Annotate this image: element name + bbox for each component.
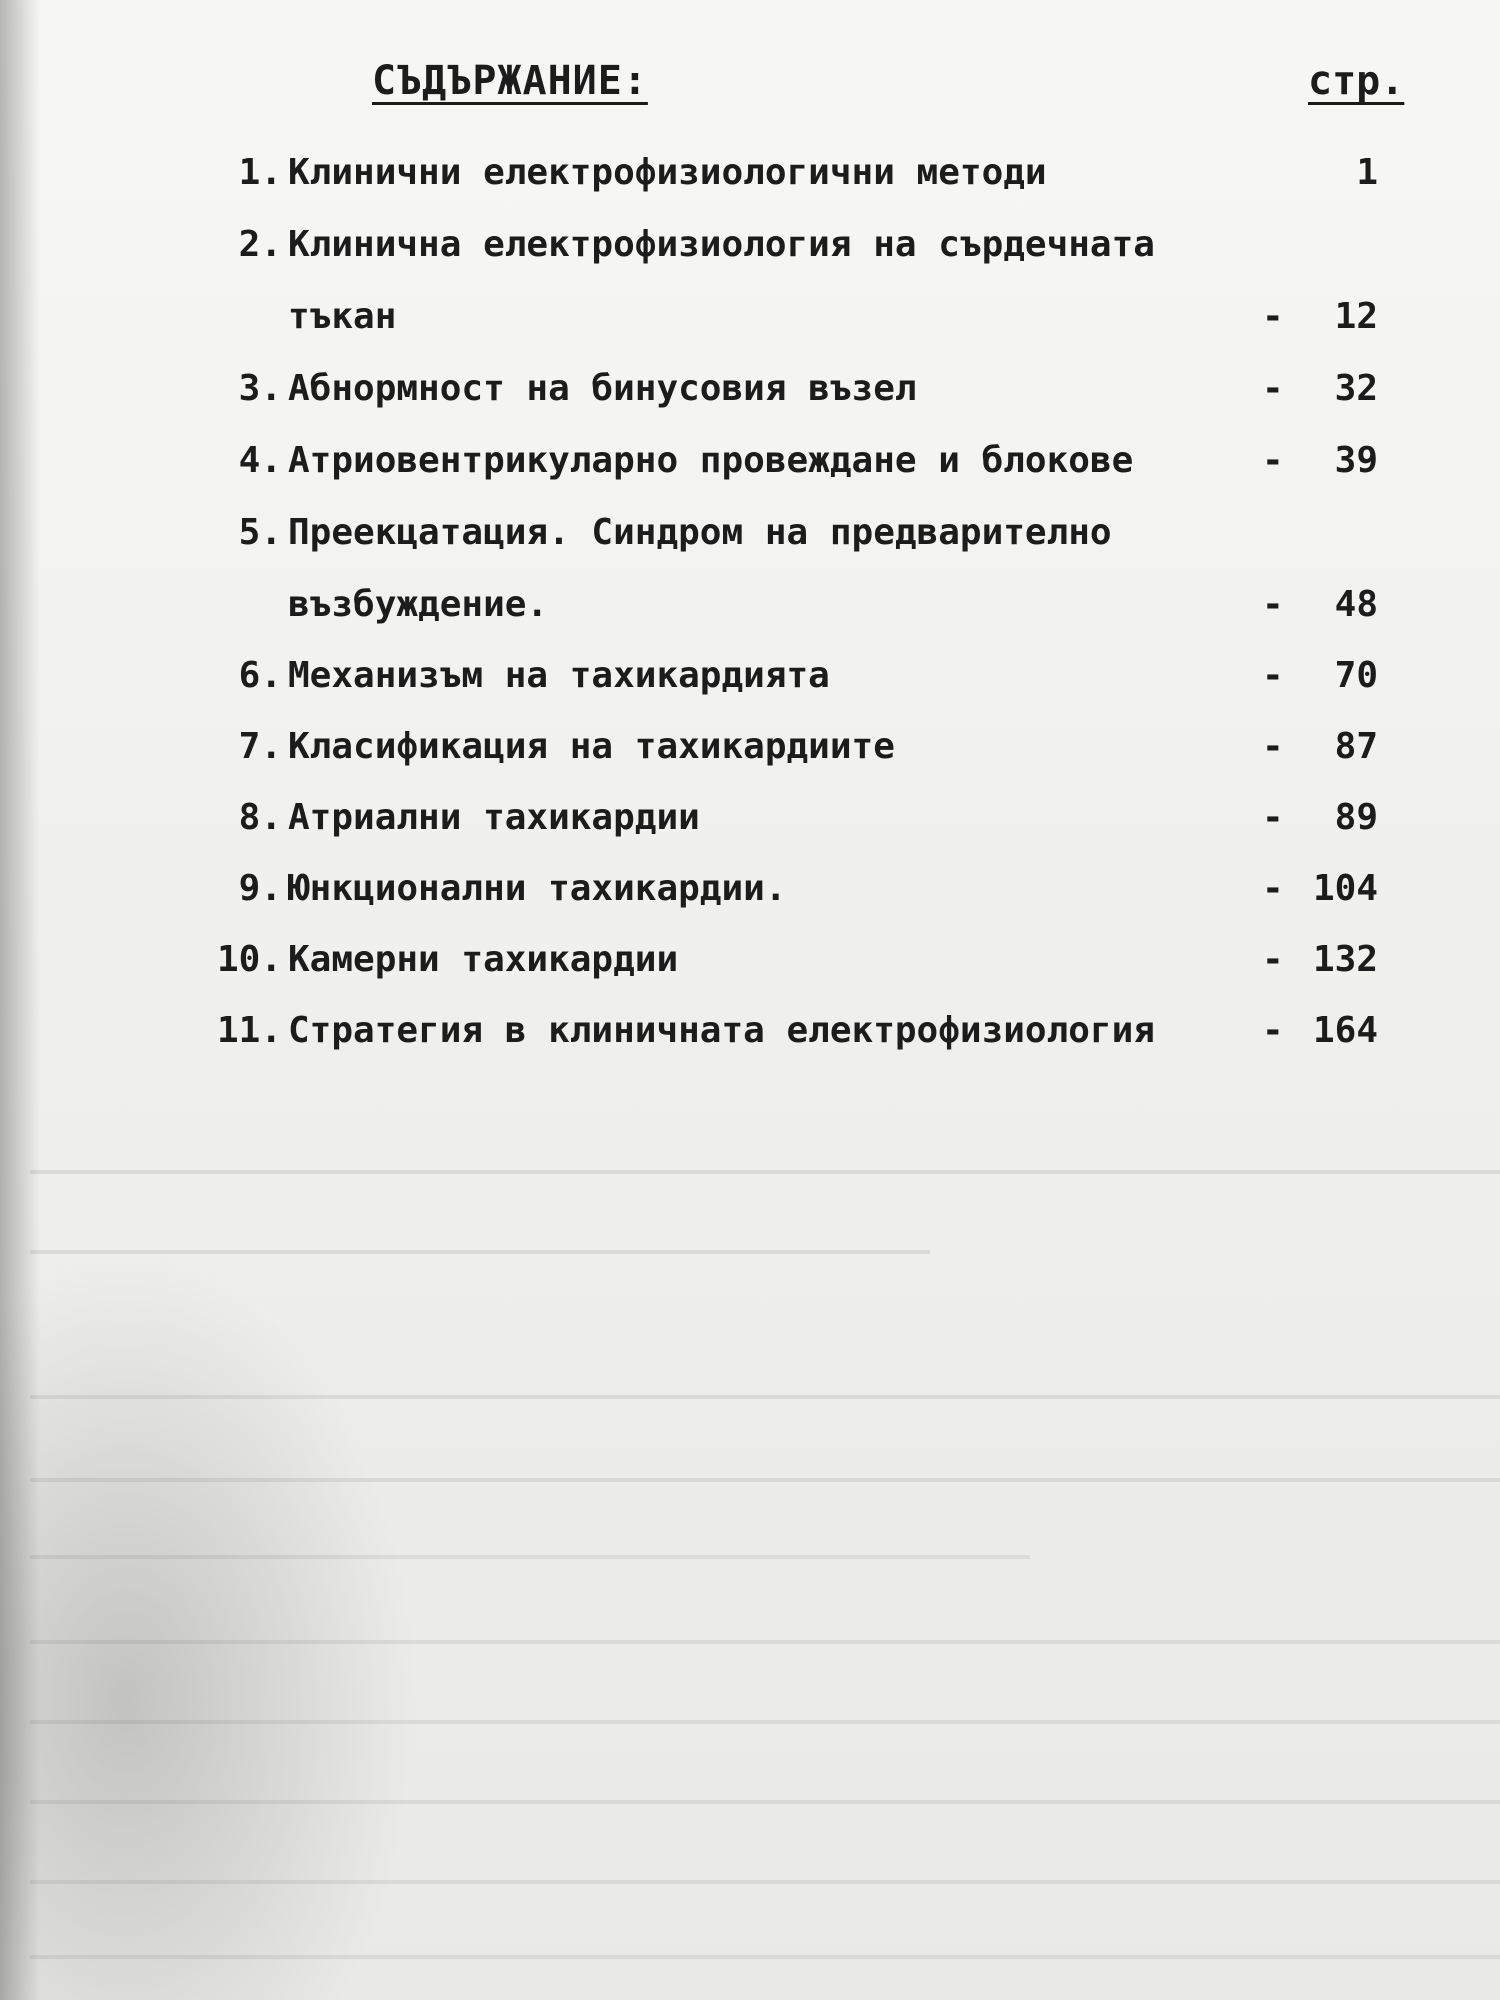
entry-page: 32	[1334, 368, 1378, 409]
entry-title: възбуждение.	[288, 584, 549, 625]
entry-number: 4.	[238, 440, 282, 481]
toc-entry	[0, 797, 1500, 853]
toc-entry	[0, 152, 1500, 208]
toc-entry	[0, 868, 1500, 924]
entry-dash: -	[1262, 1010, 1284, 1051]
entry-number: 7.	[238, 726, 282, 767]
entry-number: 10.	[216, 939, 282, 980]
entry-title: Атриални тахикардии	[288, 797, 700, 838]
entry-page: 132	[1312, 939, 1378, 980]
entry-page: 39	[1334, 440, 1378, 481]
entry-number: 9.	[238, 868, 282, 909]
entry-number: 8.	[238, 797, 282, 838]
entry-dash: -	[1262, 655, 1284, 696]
entry-page: 164	[1312, 1010, 1378, 1051]
entry-dash: -	[1262, 868, 1284, 909]
entry-number: 2.	[238, 224, 282, 265]
page-column-label: стр.	[1308, 58, 1405, 104]
toc-entry-continuation	[0, 584, 1500, 640]
entry-page: 89	[1334, 797, 1378, 838]
entry-number: 6.	[238, 655, 282, 696]
bleed-through-line	[30, 1170, 1500, 1174]
bleed-through-line	[30, 1880, 1500, 1884]
entry-title: Класификация на тахикардиите	[288, 726, 895, 767]
entry-dash: -	[1262, 296, 1284, 337]
entry-page: 104	[1312, 868, 1378, 909]
bleed-through-line	[30, 1395, 1500, 1399]
entry-title: Абнормност на бинусовия възел	[288, 368, 917, 409]
toc-entry	[0, 224, 1500, 280]
toc-entry	[0, 440, 1500, 496]
toc-entry-continuation	[0, 296, 1500, 352]
entry-page: 1	[1356, 152, 1378, 193]
entry-dash: -	[1262, 440, 1284, 481]
entry-number: 3.	[238, 368, 282, 409]
entry-dash: -	[1262, 368, 1284, 409]
entry-title: Преекцатация. Синдром на предварително	[288, 512, 1112, 553]
entry-title: Камерни тахикардии	[288, 939, 679, 980]
entry-dash: -	[1262, 939, 1284, 980]
entry-title: Механизъм на тахикардията	[288, 655, 830, 696]
bleed-through-line	[30, 1955, 1500, 1959]
entry-page: 48	[1334, 584, 1378, 625]
bleed-through-line	[30, 1250, 930, 1254]
entry-title: тъкан	[288, 296, 397, 337]
bleed-through-line	[30, 1800, 1500, 1804]
bleed-through-line	[30, 1720, 1500, 1724]
bleed-through-line	[30, 1478, 1500, 1482]
entry-dash: -	[1262, 584, 1284, 625]
entry-dash: -	[1262, 726, 1284, 767]
toc-entry	[0, 655, 1500, 711]
entry-page: 70	[1334, 655, 1378, 696]
entry-number: 1.	[238, 152, 282, 193]
entry-number: 5.	[238, 512, 282, 553]
toc-entry	[0, 368, 1500, 424]
toc-entry	[0, 726, 1500, 782]
entry-dash: -	[1262, 797, 1284, 838]
entry-number: 11.	[216, 1010, 282, 1051]
entry-title: Стратегия в клиничната електрофизиология	[288, 1010, 1155, 1051]
entry-page: 12	[1334, 296, 1378, 337]
entry-title: Клинични електрофизиологични методи	[288, 152, 1047, 193]
toc-heading: СЪДЪРЖАНИЕ:	[372, 58, 648, 104]
entry-title: Атриовентрикуларно провеждане и блокове	[288, 440, 1134, 481]
bleed-through-line	[30, 1555, 1030, 1559]
toc-entry	[0, 1010, 1500, 1066]
entry-title: Юнкционални тахикардии.	[288, 868, 787, 909]
hand-shadow	[0, 1250, 420, 2000]
entry-title: Клинична електрофизиология на сърдечната	[288, 224, 1155, 265]
toc-entry	[0, 512, 1500, 568]
entry-page: 87	[1334, 726, 1378, 767]
bleed-through-line	[30, 1640, 1500, 1644]
toc-entry	[0, 939, 1500, 995]
